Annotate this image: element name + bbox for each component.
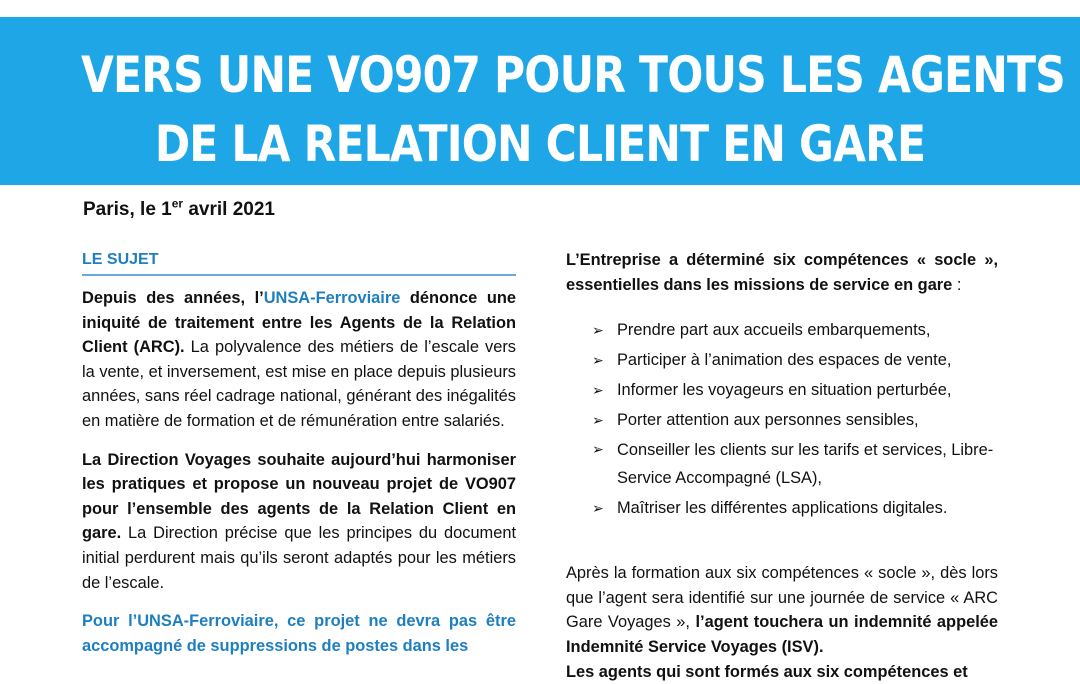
list-item-text: Prendre part aux accueils embarquements, [617,321,931,340]
list-item [592,345,998,375]
paragraph-cut-off [566,660,998,684]
paragraph-direction [82,448,516,596]
paragraph-unsa-position: Pour l’UNSA-Ferroviaire, ce projet ne devra pas être accompagné de suppressions de postes dans les [82,612,516,655]
competences-intro-bold: L’Entreprise a déterminé six compétences « socle », essentielles dans les missions de service en gare [566,251,998,294]
list-item [592,435,998,493]
list-item [592,493,998,523]
banner-title-line-2: DE LA RELATION CLIENT EN GARE [154,115,926,173]
paragraph-competences-intro [566,248,998,297]
arrow-bullet-icon: ➢ [592,441,604,458]
intro-bold-start: Depuis des années, l’ [82,289,264,307]
arrow-bullet-icon: ➢ [592,412,604,429]
direction-rest: La Direction précise que les principes du document initial perdurent mais qu’ils seront adaptés pour les métiers de l’escale. [82,524,516,592]
arrow-bullet-icon: ➢ [592,382,604,399]
list-item [592,315,998,345]
org-name-unsa: UNSA-Ferroviaire [263,289,401,307]
date-suffix: avril 2021 [183,199,275,220]
list-item [592,405,998,435]
section-heading-le-sujet: LE SUJET [82,248,516,276]
direction-bold: La Direction Voyages souhaite aujourd’hui harmoniser les pratiques et propose un nouveau projet de VO907 pour l’ensemble des agents de la Relation Client en gare. [82,450,516,543]
paragraph-intro [82,286,516,434]
intro-rest: La polyvalence des métiers de l’escale vers la vente, et inversement, est mise en place depuis plusieurs années, sans réel cadrage national, générant des inégalités en matière de formation et de rémunération entre salariés. [82,338,516,430]
banner-title-line-1: VERS UNE VO907 POUR TOUS LES AGENTS [81,46,1065,104]
list-item-text: Participer à l’animation des espaces de vente, [617,351,952,370]
isv-tail: . [818,637,824,656]
isv-bold: l’agent touchera un indemnité appelée Indemnité Service Voyages (ISV) [566,613,998,656]
title-banner [0,17,1080,185]
date-prefix: Paris, le 1 [83,199,172,220]
date-superscript: er [171,196,184,211]
competences-intro-tail: : [952,275,962,294]
paragraph-isv [566,561,998,659]
document-date [83,197,275,223]
arrow-bullet-icon: ➢ [592,352,604,369]
competences-list [566,315,998,523]
list-item-text: Porter attention aux personnes sensibles, [617,411,919,430]
cut-off-text: Les agents qui sont formés aux six compétences et [566,662,968,681]
list-item-text: Maîtriser les différentes applications digitales. [617,499,948,518]
left-column [82,248,516,658]
arrow-bullet-icon: ➢ [592,500,604,517]
list-item [592,375,998,405]
right-column [566,248,998,684]
isv-plain: Après la formation aux six compétences « socle », dès lors que l’agent sera identifié sur une journée de service « ARC Gare Voyages », [566,564,998,632]
arrow-bullet-icon: ➢ [592,322,604,339]
list-item-text: Informer les voyageurs en situation perturbée, [617,381,952,400]
list-item-text: Conseiller les clients sur les tarifs et services, Libre-Service Accompagné (LSA), [617,441,994,488]
intro-bold-end: dénonce une iniquité de traitement entre les Agents de la Relation Client (ARC). [82,289,516,357]
